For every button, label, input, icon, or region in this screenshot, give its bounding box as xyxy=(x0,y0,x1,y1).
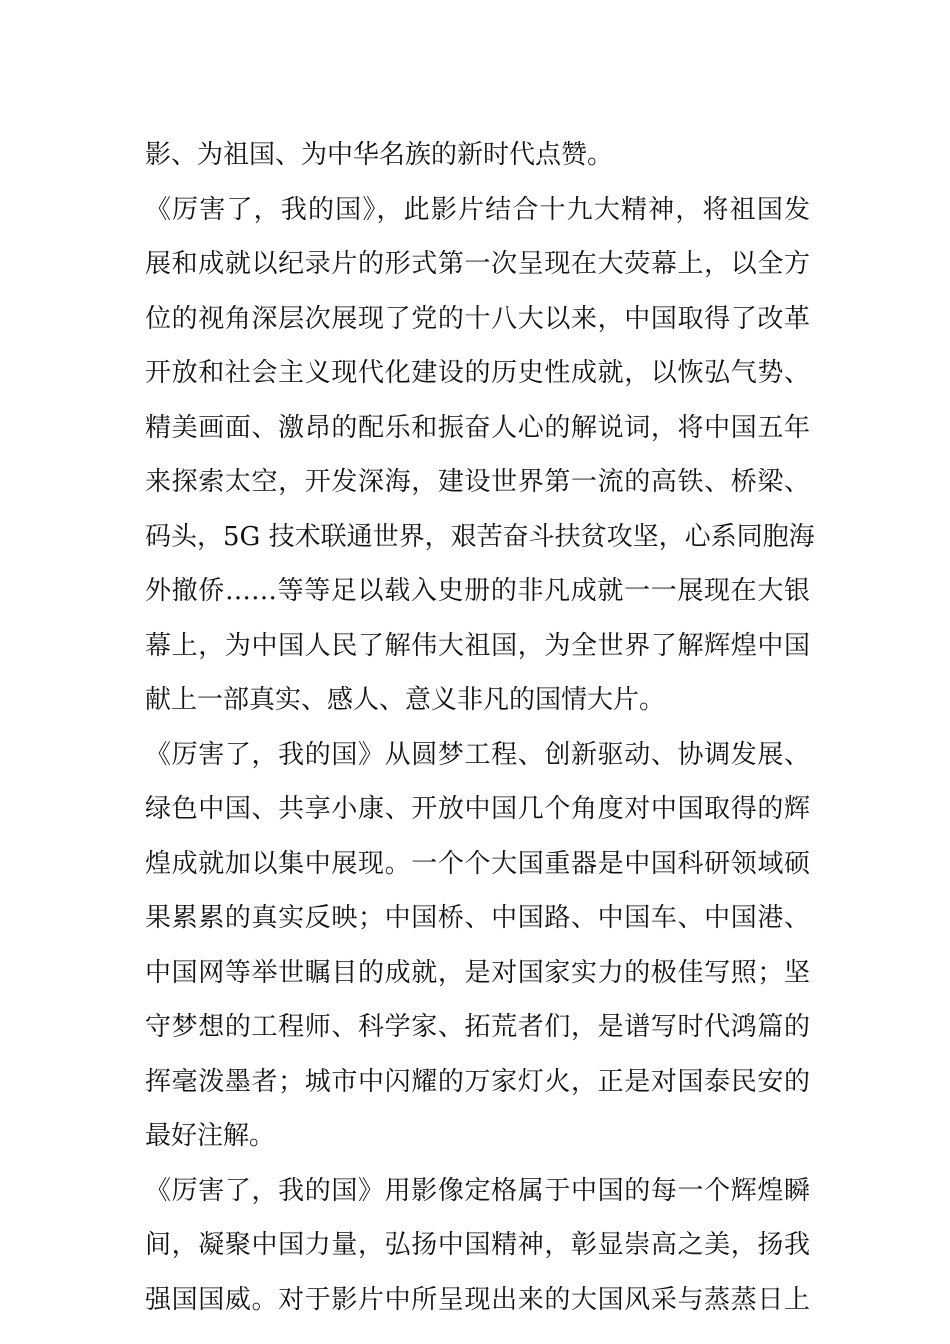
text-line: 《厉害了，我的国》，此影片结合十九大精神，将祖国发 xyxy=(145,194,810,225)
text-line: 位的视角深层次展现了党的十八大以来，中国取得了改革 xyxy=(145,303,810,334)
text-line: 间，凝聚中国力量，弘扬中国精神，彰显崇高之美，扬我 xyxy=(145,1230,810,1260)
text-line: 来探索太空，开发深海，建设世界第一流的高铁、桥梁、 xyxy=(145,467,810,497)
text-line: 幕上，为中国人民了解伟大祖国，为全世界了解辉煌中国 xyxy=(145,630,810,661)
text-line: 《厉害了，我的国》从圆梦工程、创新驱动、协调发展、 xyxy=(145,739,810,770)
text-line: 精美画面、激昂的配乐和振奋人心的解说词，将中国五年 xyxy=(145,412,810,443)
text-line: 献上一部真实、感人、意义非凡的国情大片。 xyxy=(145,685,666,715)
body-text xyxy=(145,128,815,1327)
text-line: 码头，5G 技术联通世界，艰苦奋斗扶贫攻坚，心系同胞海 xyxy=(145,521,815,552)
text-line: 最好注解。 xyxy=(145,1121,276,1151)
text-line: 守梦想的工程师、科学家、拓荒者们，是谱写时代鸿篇的 xyxy=(145,1012,810,1042)
text-line: 挥毫泼墨者；城市中闪耀的万家灯火，正是对国泰民安的 xyxy=(145,1066,810,1097)
text-line: 果累累的真实反映；中国桥、中国路、中国车、中国港、 xyxy=(145,903,810,933)
text-line: 《厉害了，我的国》用影像定格属于中国的每一个辉煌瞬 xyxy=(145,1175,810,1206)
text-line: 绿色中国、共享小康、开放中国几个角度对中国取得的辉 xyxy=(145,794,810,824)
text-line: 影、为祖国、为中华名族的新时代点赞。 xyxy=(145,140,614,170)
text-line: 外撤侨……等等足以载入史册的非凡成就一一展现在大银 xyxy=(145,576,810,606)
text-line: 强国国威。对于影片中所呈现出来的大国风采与蒸蒸日上 xyxy=(145,1284,810,1315)
text-line: 展和成就以纪录片的形式第一次呈现在大荧幕上，以全方 xyxy=(145,249,810,279)
text-line: 煌成就加以集中展现。一个个大国重器是中国科研领域硕 xyxy=(145,848,810,879)
text-line: 开放和社会主义现代化建设的历史性成就，以恢弘气势、 xyxy=(145,358,810,388)
text-line: 中国网等举世瞩目的成就，是对国家实力的极佳写照；坚 xyxy=(145,957,810,988)
